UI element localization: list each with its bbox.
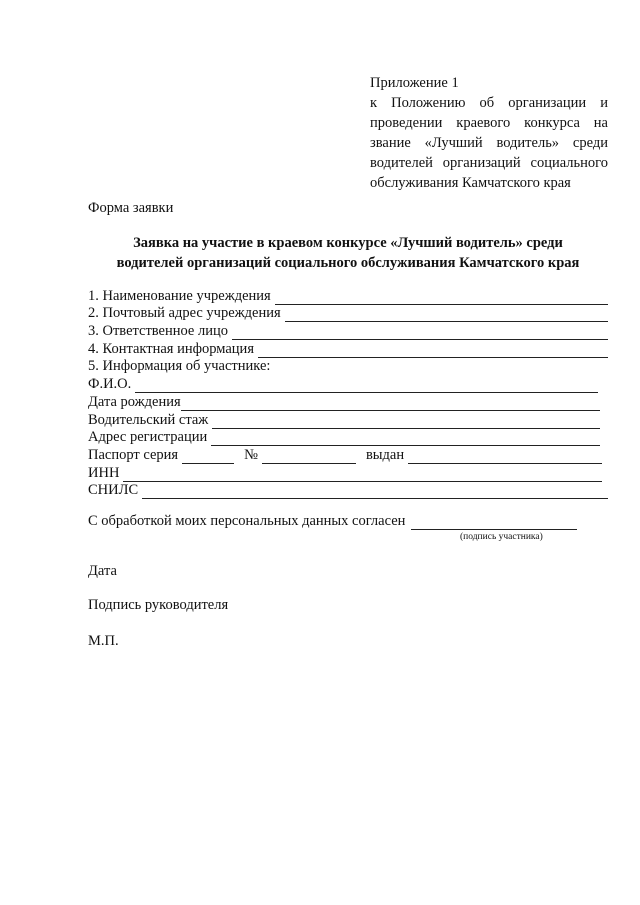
- date-label: Дата: [88, 563, 117, 579]
- appendix-title: Приложение 1: [370, 75, 459, 91]
- application-fields: [88, 287, 608, 499]
- passport-series-line[interactable]: [182, 450, 234, 464]
- form-label: Форма заявки: [88, 200, 174, 216]
- field-label: СНИЛС: [88, 482, 139, 499]
- field-passport: [88, 446, 608, 464]
- stamp-label: М.П.: [88, 633, 119, 649]
- field-inn: [88, 464, 608, 482]
- field-label: 1. Наименование учреждения: [88, 287, 271, 304]
- field-label: Паспорт серия: [88, 446, 179, 463]
- fill-line[interactable]: [258, 344, 608, 358]
- field-label: 2. Почтовый адрес учреждения: [88, 305, 281, 322]
- fill-line[interactable]: [181, 397, 600, 411]
- passport-issued-line[interactable]: [408, 450, 602, 464]
- fill-line[interactable]: [212, 415, 600, 429]
- field-postal-address: [88, 305, 608, 323]
- section-participant-info: [88, 358, 608, 376]
- field-label: Ф.И.О.: [88, 376, 132, 393]
- field-institution-name: [88, 287, 608, 305]
- field-snils: [88, 482, 608, 500]
- appendix-note: [370, 73, 608, 193]
- field-birth-date: [88, 393, 608, 411]
- passport-number-line[interactable]: [262, 450, 356, 464]
- consent-statement: [88, 512, 608, 530]
- heading-line-1: Заявка на участие в краевом конкурсе «Лучший водитель» среди: [133, 235, 563, 251]
- fill-line[interactable]: [123, 468, 602, 482]
- field-label: Адрес регистрации: [88, 429, 208, 446]
- field-label: Водительский стаж: [88, 411, 209, 428]
- field-driving-experience: [88, 411, 608, 429]
- section-label: 5. Информация об участнике:: [88, 358, 271, 375]
- head-signature-label: Подпись руководителя: [88, 597, 229, 613]
- field-registration-address: [88, 429, 608, 447]
- fill-line[interactable]: [285, 308, 608, 322]
- heading-line-2: водителей организаций социального обслуживания Камчатского края: [116, 255, 580, 271]
- consent-signature-line[interactable]: [411, 516, 577, 530]
- consent-text: С обработкой моих персональных данных согласен: [88, 513, 406, 529]
- field-label: 4. Контактная информация: [88, 340, 254, 357]
- signature-caption: (подпись участника): [460, 532, 543, 542]
- field-full-name: [88, 375, 608, 393]
- field-label: 3. Ответственное лицо: [88, 323, 229, 340]
- fill-line[interactable]: [142, 485, 608, 499]
- field-label: Дата рождения: [88, 393, 181, 410]
- fill-line[interactable]: [135, 379, 598, 393]
- fill-line[interactable]: [232, 326, 608, 340]
- application-heading: [88, 233, 608, 273]
- field-responsible-person: [88, 322, 608, 340]
- fill-line[interactable]: [211, 432, 600, 446]
- field-label: ИНН: [88, 464, 120, 481]
- fill-line[interactable]: [275, 291, 608, 305]
- field-contact-info: [88, 340, 608, 358]
- passport-number-label: №: [244, 446, 258, 463]
- passport-issued-label: выдан: [365, 446, 405, 463]
- appendix-text: к Положению об организации и проведении краевого конкурса на звание «Лучший водитель» среди водителей организаций социального обслуживания Камчатского края: [370, 95, 608, 191]
